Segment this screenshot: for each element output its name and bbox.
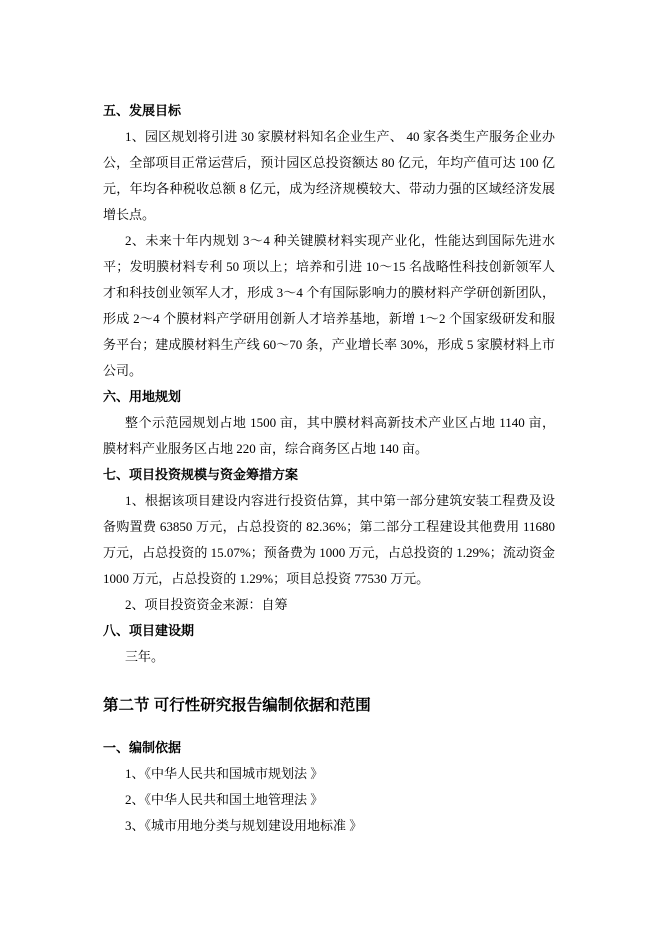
text-line: 三年。 xyxy=(125,649,165,664)
text-line: 1000 万元，占总投资的 1.29%；项目总投资 77530 万元。 xyxy=(103,571,430,586)
heading-land-use: 六、用地规划 xyxy=(103,389,182,404)
text-line: 膜材料产业服务区占地 220 亩，综合商务区占地 140 亩。 xyxy=(103,441,429,456)
list-compilation-basis xyxy=(103,761,555,839)
text-line: 增长点。 xyxy=(103,207,156,222)
heading-construction-period: 八、项目建设期 xyxy=(103,623,195,638)
text-line: 形成 2～4 个膜材料产学研用创新人才培养基地，新增 1～2 个国家级研发和服 xyxy=(103,311,555,326)
paragraph-investment-1 xyxy=(103,488,555,592)
paragraph-land-use xyxy=(103,410,555,462)
heading-compilation-basis: 一、编制依据 xyxy=(103,740,182,755)
text-line: 元，年均各种税收总额 8 亿元，成为经济规模较大、带动力强的区域经济发展 xyxy=(103,181,555,196)
list-item: 2、《中华人民共和国土地管理法 》 xyxy=(125,792,324,807)
text-line: 才和科技创业领军人才，形成 3～4 个有国际影响力的膜材料产学研创新团队， xyxy=(103,285,555,300)
text-line: 1、园区规划将引进 30 家膜材料知名企业生产、 40 家各类生产服务企业办 xyxy=(125,129,555,144)
text-line: 万元，占总投资的 15.07%；预备费为 1000 万元，占总投资的 1.29%；流动资金 xyxy=(103,545,555,560)
text-line: 1、根据该项目建设内容进行投资估算，其中第一部分建筑安装工程费及设 xyxy=(125,493,555,508)
paragraph-investment-2 xyxy=(103,592,555,618)
section-two-title: 第二节 可行性研究报告编制依据和范围 xyxy=(103,697,371,714)
text-line: 备购置费 63850 万元，占总投资的 82.36%；第二部分工程建设其他费用 11680 xyxy=(103,519,555,534)
heading-development-goals: 五、发展目标 xyxy=(103,103,182,118)
text-line: 平；发明膜材料专利 50 项以上；培养和引进 10～15 名战略性科技创新领军人 xyxy=(103,259,555,274)
paragraph-goals-2 xyxy=(103,228,555,384)
document-body xyxy=(103,98,555,839)
text-line: 整个示范园规划占地 1500 亩，其中膜材料高新技术产业区占地 1140 亩， xyxy=(125,415,555,430)
paragraph-goals-1 xyxy=(103,124,555,228)
text-line: 2、项目投资资金来源：自筹 xyxy=(125,597,288,612)
text-line: 公，全部项目正常运营后，预计园区总投资额达 80 亿元，年均产值可达 100 亿 xyxy=(103,155,555,170)
text-line: 公司。 xyxy=(103,363,143,378)
heading-investment: 七、项目投资规模与资金筹措方案 xyxy=(103,467,299,482)
list-item: 1、《中华人民共和国城市规划法 》 xyxy=(125,766,324,781)
text-line: 务平台；建成膜材料生产线 60～70 条，产业增长率 30%，形成 5 家膜材料上市 xyxy=(103,337,555,352)
paragraph-construction-period xyxy=(103,644,555,670)
list-item: 3、《城市用地分类与规划建设用地标准 》 xyxy=(125,818,363,833)
text-line: 2、未来十年内规划 3～4 种关键膜材料实现产业化，性能达到国际先进水 xyxy=(125,233,555,248)
